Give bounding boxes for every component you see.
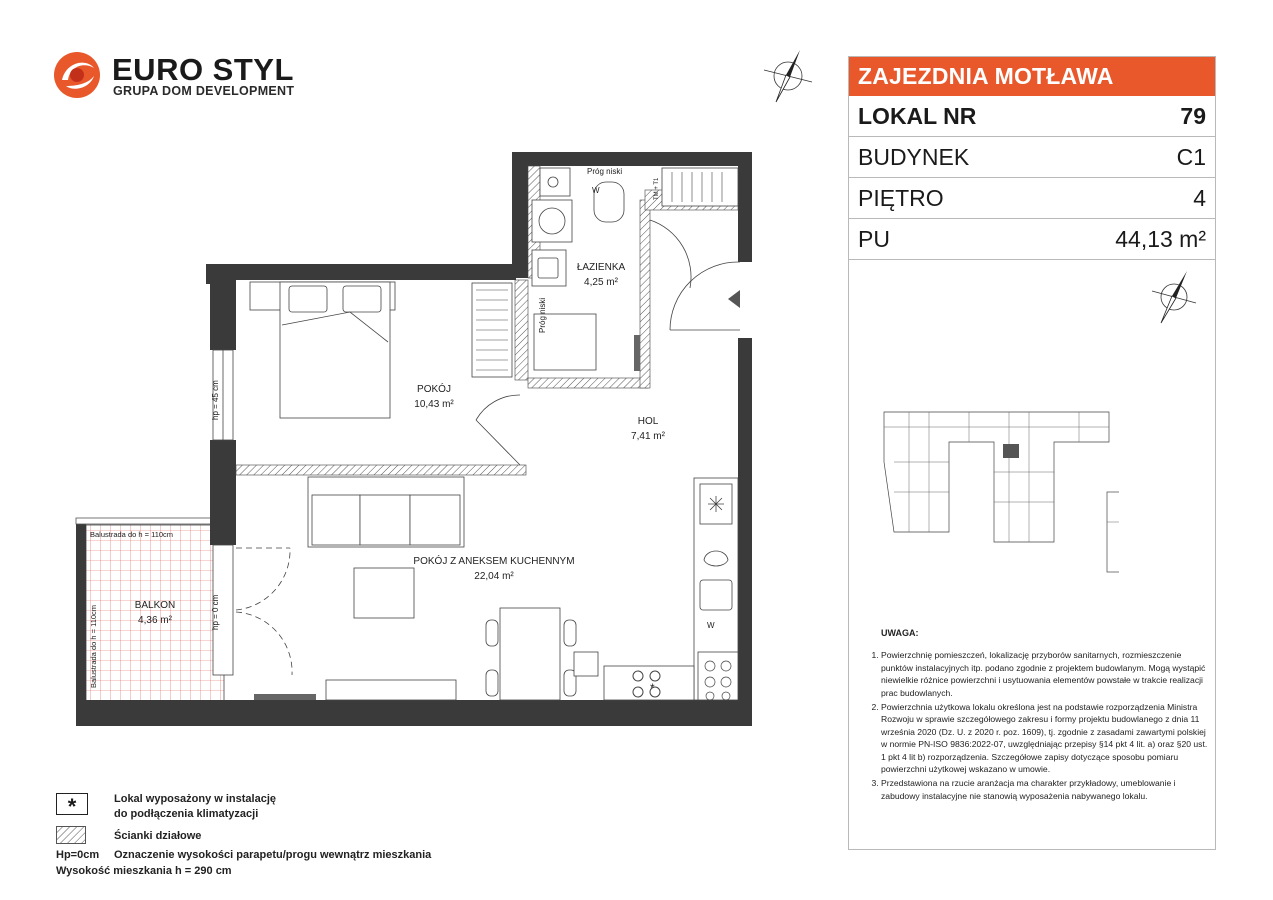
ac-star-icon: *	[650, 681, 655, 695]
lokal-value: 79	[1180, 103, 1206, 129]
balcony-floor	[86, 525, 224, 701]
notes-heading: UWAGA:	[881, 628, 919, 638]
tm-label: TM + T1	[654, 177, 660, 200]
living-name: POKÓJ Z ANEKSEM KUCHENNYM	[413, 556, 575, 567]
apartment-highlight	[1003, 444, 1019, 458]
north-arrow-icon	[760, 46, 816, 106]
legend-hatch-text: Ścianki działowe	[114, 830, 202, 842]
legend-height-text: Wysokość mieszkania h = 290 cm	[56, 865, 232, 877]
legend-star-text-2: do podłączenia klimatyzacji	[114, 808, 259, 820]
note-item-1: 1. Powierzchnię pomieszczeń, lokalizację przyborów sanitarnych, rozmieszczenie punktów instalacyjnych itp. podano zgodnie z projektem budowlanym. Mogą wystąpić niewielkie różnice powierzchni i usytuowania elementów powstałe w trakcie realizacji prac budowlanych.	[881, 649, 1209, 699]
info-row-pietro	[849, 178, 1215, 219]
project-title: ZAJEZDNIA MOTŁAWA	[849, 57, 1215, 96]
pietro-value: 4	[1193, 185, 1206, 211]
budynek-value: C1	[1176, 144, 1206, 170]
bathroom-name: ŁAZIENKA	[576, 262, 626, 273]
legend-hp-key: Hp=0cm	[56, 849, 100, 861]
hall-name: HOL	[637, 416, 659, 427]
euro-styl-logo-icon	[52, 50, 102, 100]
balcony-area: 4,36 m²	[138, 615, 172, 626]
floor-plan	[60, 140, 780, 740]
info-panel	[848, 56, 1216, 850]
pu-label: PU	[858, 226, 890, 252]
threshold-label: Próg niski	[587, 167, 623, 176]
bathroom-area: 4,25 m²	[584, 277, 618, 288]
budynek-label: BUDYNEK	[858, 144, 970, 170]
legend-star-box: *	[56, 793, 88, 815]
north-arrow-small-icon	[1149, 267, 1199, 327]
balustrade-top-label: Balustrada do h = 110cm	[90, 530, 174, 539]
threshold-label-2: Próg niski	[538, 297, 547, 333]
building-key-plan	[879, 402, 1119, 602]
notes-section	[859, 627, 1209, 804]
balcony-name: BALKON	[134, 600, 176, 611]
pietro-label: PIĘTRO	[858, 185, 944, 211]
balustrade-side-label: Balustrada do h = 110cm	[89, 604, 98, 688]
hp45-label: hp = 45 cm	[211, 380, 220, 420]
bedroom-area: 10,43 m²	[414, 399, 454, 410]
legend-hp-text: Oznaczenie wysokości parapetu/progu wewnątrz mieszkania	[114, 849, 432, 861]
legend-hatch-icon	[56, 826, 86, 844]
w-label-kitchen: W	[707, 621, 715, 630]
legend-star-text-1: Lokal wyposażony w instalację	[114, 793, 276, 805]
pu-value: 44,13 m²	[1115, 226, 1206, 252]
note-item-2: 2. Powierzchnia użytkowa lokalu określona jest na podstawie rozporządzenia Ministra Rozwoju w sprawie szczegółowego zakresu i formy projektu budowlanego z dnia 11 września 2020 (Dz. U. z 2020 r. poz. 1609), tj. zgodnie z zasadami zawartymi polskiej w normie PN-ISO 9836:2022-07, uwzględniając przepisy §14 pkt 4 lit. a) oraz §20 ust. 1 pkt 4 lit b) rozporządzenia. Szczegółowe zapisy dotyczące sposobu pomiaru powierzchni użytkowej wskazano w umowie.	[881, 701, 1209, 775]
brand-name: EURO STYL	[112, 52, 294, 87]
living-area: 22,04 m²	[474, 571, 514, 582]
info-row-pu	[849, 219, 1215, 260]
info-row-budynek	[849, 137, 1215, 178]
lokal-label: LOKAL NR	[858, 103, 977, 129]
bedroom-name: POKÓJ	[417, 384, 451, 395]
info-row-lokal	[849, 96, 1215, 137]
hp0-label: hp = 0 cm	[211, 594, 220, 630]
hall-area: 7,41 m²	[631, 431, 665, 442]
note-item-3: 3. Przedstawiona na rzucie aranżacja ma charakter przykładowy, umeblowanie i zabudowy instalacyjne nie stanowią wyposażenia nabywanego lokalu.	[881, 777, 1209, 802]
brand-subtitle: GRUPA DOM DEVELOPMENT	[113, 84, 295, 98]
w-label-bath: W	[592, 186, 600, 195]
